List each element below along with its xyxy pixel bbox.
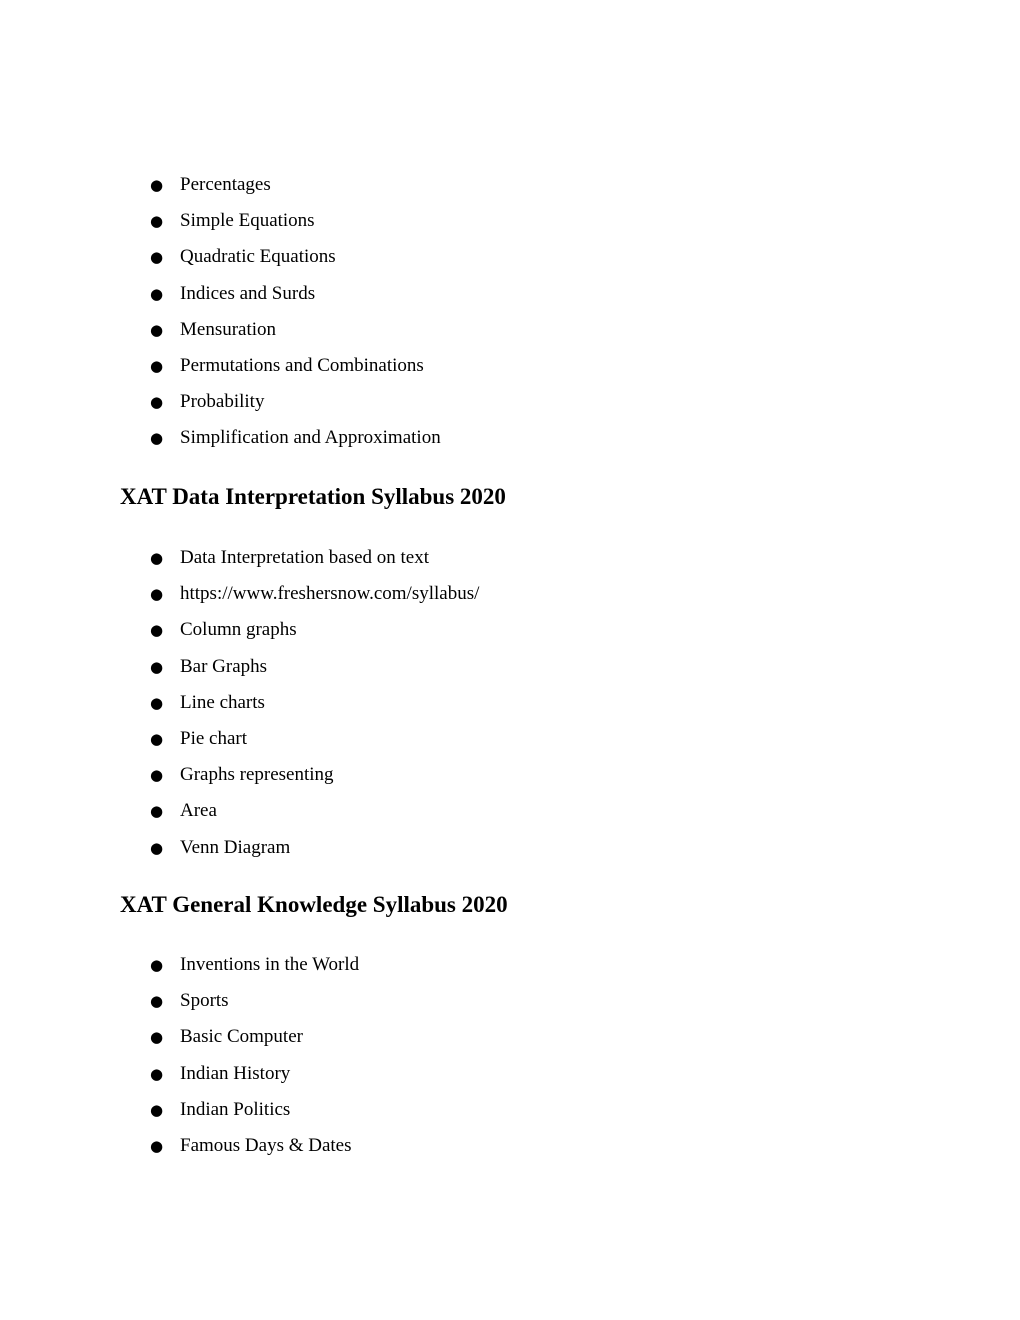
data-interpretation-heading: XAT Data Interpretation Syllabus 2020 xyxy=(120,484,506,509)
bullet-icon: ● xyxy=(150,320,164,339)
bullet-icon: ● xyxy=(150,284,164,303)
bullet-icon: ● xyxy=(150,393,164,412)
bullet-icon: ● xyxy=(150,693,164,712)
bullet-icon: ● xyxy=(150,1028,164,1047)
bullet-icon: ● xyxy=(150,585,164,604)
bullet-icon: ● xyxy=(150,729,164,748)
bullet-icon: ● xyxy=(150,1136,164,1155)
bullet-icon: ● xyxy=(150,248,164,267)
bullet-icon: ● xyxy=(150,212,164,231)
document-page: ● Percentages ● Simple Equations ● Quadratic Equations ● Indices and Surds ● Mensuration ● Permutations and Combinations ● Probability ● Simplification and Approximation XAT Data Interpretation Syllabus 2020 ● Data Interpretation based on text ● https://www.freshersnow.com/syllabus/ ● Column graphs ● Bar Graphs ● Line charts ● Pie chart ● Graphs representing ● Area ● Venn Diagram XAT General Knowledge Syllabus 2020 ● Inventions in the World ● Sports ● Basic Computer ● Indian History ● Indian Politics ● Famous Days & Dates xyxy=(120,174,508,1156)
general-knowledge-heading: XAT General Knowledge Syllabus 2020 xyxy=(120,892,508,917)
bullet-icon: ● xyxy=(150,621,164,640)
bullet-icon: ● xyxy=(150,429,164,448)
bullet-icon: ● xyxy=(150,956,164,974)
bullet-icon: ● xyxy=(150,992,164,1011)
syllabus-url-text: https://www.freshersnow.com/syllabus/ xyxy=(180,583,480,605)
bullet-icon: ● xyxy=(150,549,164,567)
bullet-icon: ● xyxy=(150,356,164,375)
bullet-icon: ● xyxy=(150,802,164,821)
bullet-icon: ● xyxy=(150,1100,164,1119)
bullet-icon: ● xyxy=(150,657,164,676)
bullet-icon: ● xyxy=(150,1064,164,1083)
bullet-icon: ● xyxy=(150,838,164,857)
bullet-icon: ● xyxy=(150,766,164,785)
bullet-icon: ● xyxy=(150,176,164,194)
